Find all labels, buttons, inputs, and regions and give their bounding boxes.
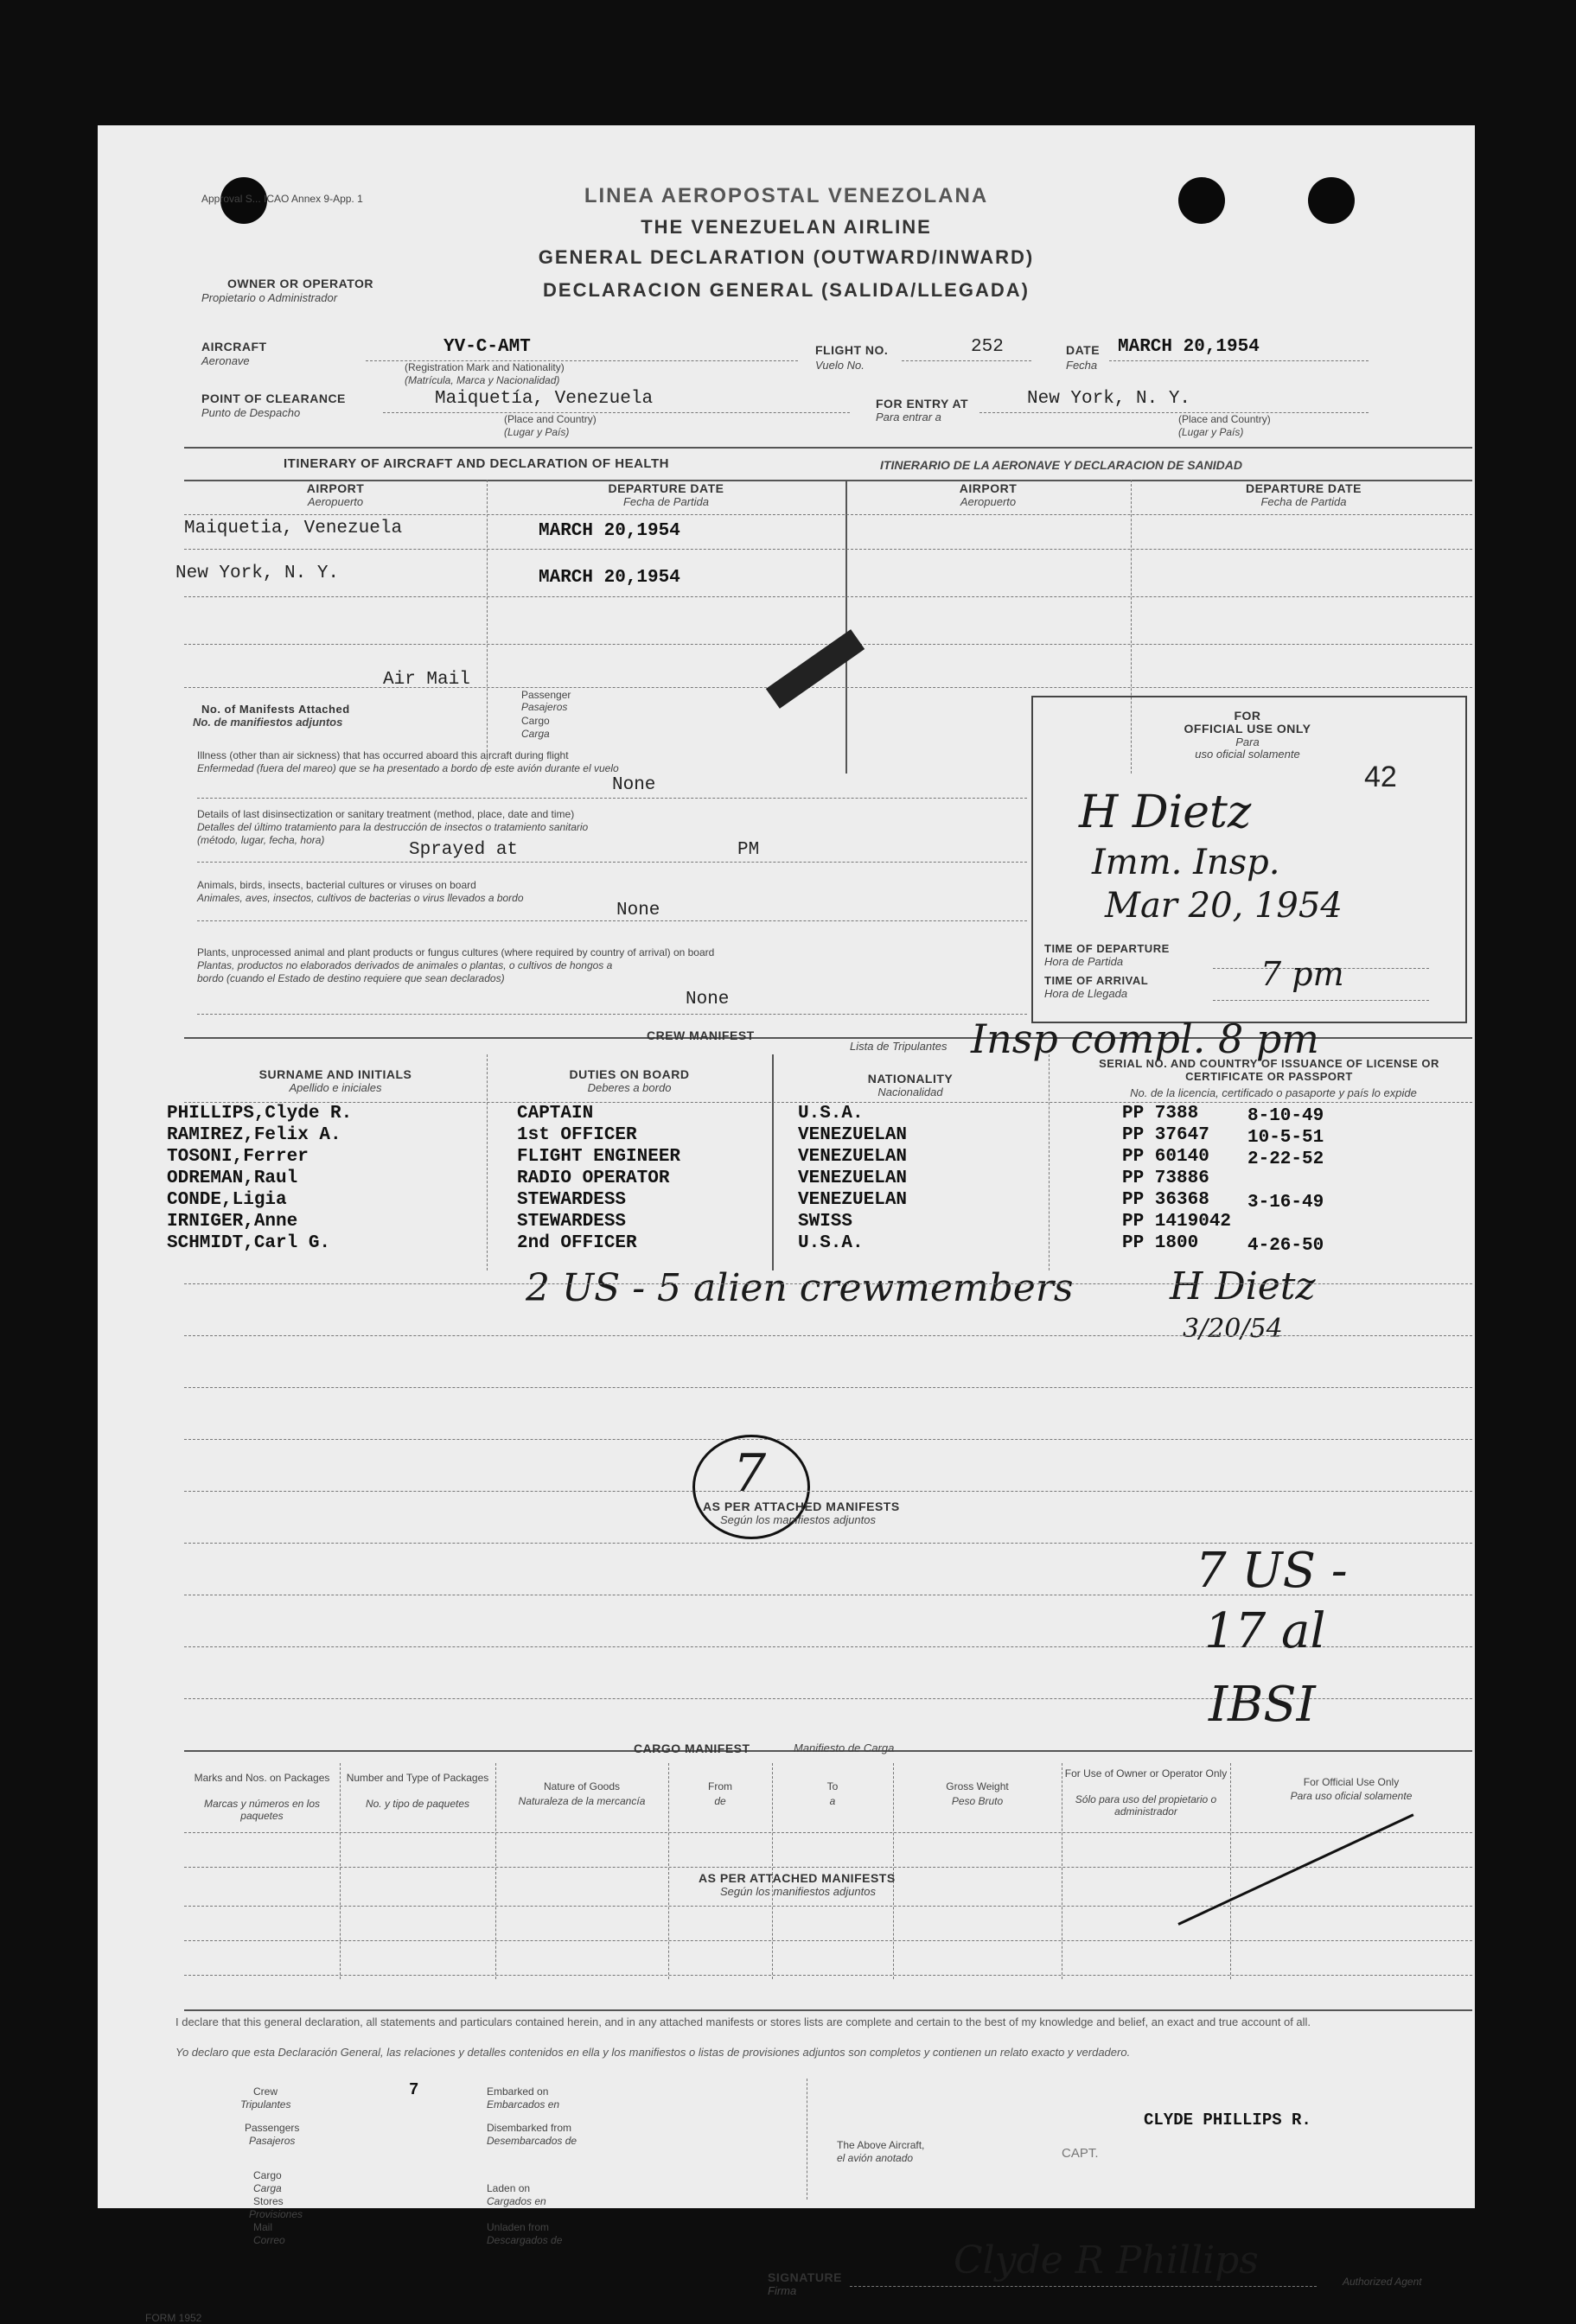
aircraft-label: AIRCRAFT xyxy=(201,340,267,353)
illness-label-es: Enfermedad (fuera del mareo) que se ha presentado a bordo de este avión durante el vuelo xyxy=(197,762,619,774)
crew-serial: PP 73886 xyxy=(1122,1168,1209,1188)
cargo-attached-manifests-es: Según los manifiestos adjuntos xyxy=(720,1885,876,1898)
arrival-time-label: TIME OF ARRIVAL xyxy=(1044,974,1149,987)
entry-label: FOR ENTRY AT xyxy=(876,397,969,411)
crew-nationality: VENEZUELAN xyxy=(798,1168,908,1188)
crew-label: Crew xyxy=(253,2085,278,2098)
itinerary-date-2: MARCH 20,1954 xyxy=(539,568,680,588)
date-label-es: Fecha xyxy=(1066,359,1098,372)
owner-label: OWNER OR OPERATOR xyxy=(227,277,373,290)
crew-nationality: VENEZUELAN xyxy=(798,1125,908,1145)
cargo-col-to-es: a xyxy=(829,1795,836,1807)
manifests-label: No. of Manifests Attached xyxy=(201,703,350,716)
col-nationality-es: Nacionalidad xyxy=(877,1086,943,1098)
official-title2: OFFICIAL USE ONLY xyxy=(1184,722,1311,735)
cargo-col-weight-es: Peso Bruto xyxy=(951,1795,1004,1807)
title-en: GENERAL DECLARATION (OUTWARD/INWARD) xyxy=(538,246,1035,268)
crew-duty: 2nd OFFICER xyxy=(517,1233,637,1253)
crew-name: ODREMAN,Raul xyxy=(167,1168,298,1188)
cargo-title: CARGO MANIFEST xyxy=(634,1741,750,1755)
disinfect-pm: PM xyxy=(737,840,760,860)
crew-serial: PP 7388 xyxy=(1122,1104,1199,1124)
col-name: SURNAME AND INITIALS xyxy=(258,1067,412,1081)
animals-value: None xyxy=(616,901,660,920)
disinfect-value: Sprayed at xyxy=(409,840,519,860)
illness-value: None xyxy=(612,775,656,795)
cargo-col-official-es: Para uso oficial solamente xyxy=(1290,1790,1413,1802)
cargo-col-marks-es: Marcas y números en los paquetes xyxy=(203,1798,321,1822)
crew-duty: RADIO OPERATOR xyxy=(517,1168,670,1188)
col-departure-2-es: Fecha de Partida xyxy=(1260,495,1347,508)
itinerary-title-en: ITINERARY OF AIRCRAFT AND DECLARATION OF HEALTH xyxy=(284,456,669,471)
crew-title-es: Lista de Tripulantes xyxy=(850,1040,948,1053)
signature-label: SIGNATURE xyxy=(768,2270,842,2284)
crew-attached-manifests: AS PER ATTACHED MANIFESTS xyxy=(703,1499,900,1513)
embarked-label: Embarked on xyxy=(487,2085,549,2098)
cargo-label: Cargo xyxy=(521,715,550,727)
airmail-label: Air Mail xyxy=(383,670,470,690)
crew-attached-manifests-es: Según los manifiestos adjuntos xyxy=(720,1513,876,1526)
above-aircraft-label: The Above Aircraft, xyxy=(837,2139,925,2151)
cargo-col-number-es: No. y tipo de paquetes xyxy=(365,1798,470,1810)
plants-value: None xyxy=(686,990,730,1009)
col-airport-2: AIRPORT xyxy=(959,481,1018,495)
stores-label-es: Provisiones xyxy=(249,2208,303,2220)
crew-serial-date: 4-26-50 xyxy=(1247,1236,1324,1256)
airline-name: LINEA AEROPOSTAL VENEZOLANA xyxy=(584,184,989,207)
cargo-col-from-es: de xyxy=(714,1795,726,1807)
disinfect-label: Details of last disinsectization or sanitary treatment (method, place, date and time) xyxy=(197,808,575,820)
declaration-text-es: Yo declaro que esta Declaración General, las relaciones y detalles contenidos en ella y los manifiestos o listas de provisiones adjuntos son completos y contienen un relato exacto y verdadero. xyxy=(175,2046,1131,2059)
col-name-es: Apellido e iniciales xyxy=(289,1081,382,1094)
crew-name: IRNIGER,Anne xyxy=(167,1212,298,1232)
crew-nationality: U.S.A. xyxy=(798,1233,864,1253)
crew-note-signature: H Dietz xyxy=(1170,1264,1316,1308)
official-date: Mar 20, 1954 xyxy=(1105,886,1343,926)
clearance-label-es: Punto de Despacho xyxy=(201,406,301,419)
itinerary-airport-2: New York, N. Y. xyxy=(175,563,340,583)
laden-label-es: Cargados en xyxy=(487,2195,546,2207)
passengers-label-es: Pasajeros xyxy=(249,2135,296,2147)
col-airport-1: AIRPORT xyxy=(306,481,365,495)
owner-label-es: Propietario o Administrador xyxy=(201,291,338,304)
plants-label-es: Plantas, productos no elaborados derivados de animales o plantas, o cultivos de hongos a xyxy=(197,959,613,971)
cargo-col-marks: Marks and Nos. on Packages xyxy=(194,1772,330,1784)
official-title: FOR xyxy=(1234,709,1261,723)
crew-name: SCHMIDT,Carl G. xyxy=(167,1233,331,1253)
insp-compl-note: Insp compl. 8 pm xyxy=(971,1016,1319,1062)
departure-time-label: TIME OF DEPARTURE xyxy=(1044,942,1170,955)
mail-label: Mail xyxy=(253,2221,273,2233)
laden-label: Laden on xyxy=(487,2182,531,2194)
cargo-col-to: To xyxy=(826,1780,839,1792)
cargo-handwritten-1: 7 US - xyxy=(1196,1543,1348,1599)
itinerary-date-1: MARCH 20,1954 xyxy=(539,521,680,541)
captain-signature: Clyde R Phillips xyxy=(954,2238,1259,2283)
animals-label-es: Animales, aves, insectos, cultivos de bacterias o virus llevados a bordo xyxy=(197,892,524,904)
disinfect-label-es2: (método, lugar, fecha, hora) xyxy=(197,834,325,846)
crew-count: 7 xyxy=(409,2080,419,2099)
departure-time-label-es: Hora de Partida xyxy=(1044,955,1124,968)
crew-serial-date: 3-16-49 xyxy=(1247,1193,1324,1213)
clearance-value: Maiquetía, Venezuela xyxy=(435,389,654,409)
official-signature: H Dietz xyxy=(1079,786,1252,838)
clearance-label: POINT OF CLEARANCE xyxy=(201,392,346,405)
cargo-col-weight: Gross Weight xyxy=(946,1780,1009,1792)
flight-label-es: Vuelo No. xyxy=(815,359,865,372)
crew-handwritten-note: 2 US - 5 alien crewmembers xyxy=(526,1266,1074,1310)
plants-label: Plants, unprocessed animal and plant products or fungus cultures (where required by country of arrival) on board xyxy=(197,946,715,958)
disembarked-label-es: Desembarcados de xyxy=(487,2135,577,2147)
decl-cargo-label: Cargo xyxy=(253,2169,282,2181)
cargo-title-es: Manifiesto de Carga xyxy=(794,1741,895,1754)
col-departure-2: DEPARTURE DATE xyxy=(1245,481,1362,495)
crew-name: RAMIREZ,Felix A. xyxy=(167,1125,341,1145)
cargo-col-from: From xyxy=(708,1780,732,1792)
form-number: FORM 1952 xyxy=(145,2312,202,2324)
crew-serial: PP 1800 xyxy=(1122,1233,1199,1253)
declaration-text-en: I declare that this general declaration, all statements and particulars contained herein, and in any attached manifests or stores lists are complete and certain to the best of my knowledge and belief, an exact and true account of all. xyxy=(175,2015,1311,2028)
col-duties: DUTIES ON BOARD xyxy=(569,1067,690,1081)
arrival-time-label-es: Hora de Llegada xyxy=(1044,987,1128,1000)
crew-name: TOSONI,Ferrer xyxy=(167,1147,309,1167)
cargo-col-number: Number and Type of Packages xyxy=(346,1772,489,1784)
mail-label-es: Correo xyxy=(253,2234,285,2246)
cargo-col-nature: Nature of Goods xyxy=(543,1780,621,1792)
official-title-es: Para xyxy=(1235,735,1260,748)
col-serial-es: No. de la licencia, certificado o pasaporte y país lo expide xyxy=(1130,1086,1417,1099)
itinerary-title-es: ITINERARIO DE LA AERONAVE Y DECLARACION DE SANIDAD xyxy=(880,458,1242,472)
stores-label: Stores xyxy=(253,2195,284,2207)
cargo-label-es: Carga xyxy=(521,728,550,740)
entry-sub: (Place and Country) xyxy=(1178,413,1271,425)
date-label: DATE xyxy=(1066,343,1101,357)
official-number: 42 xyxy=(1364,761,1397,793)
arrival-time-value: 7 pm xyxy=(1260,955,1344,993)
col-departure-1: DEPARTURE DATE xyxy=(608,481,724,495)
signer-title: CAPT. xyxy=(1062,2146,1099,2161)
aircraft-sublabel-es: (Matrícula, Marca y Nacionalidad) xyxy=(405,374,560,386)
manifests-label-es: No. de manifiestos adjuntos xyxy=(193,716,343,729)
col-airport-2-es: Aeropuerto xyxy=(960,495,1017,508)
passengers-label: Passengers xyxy=(245,2122,300,2134)
crew-nationality: U.S.A. xyxy=(798,1104,864,1124)
col-serial: SERIAL NO. AND COUNTRY OF ISSUANCE OF LICENSE OR CERTIFICATE OR PASSPORT xyxy=(1099,1057,1439,1083)
airline-english: THE VENEZUELAN AIRLINE xyxy=(641,216,932,238)
crew-duty: FLIGHT ENGINEER xyxy=(517,1147,681,1167)
embarked-label-es: Embarcados en xyxy=(487,2098,560,2111)
crew-nationality: VENEZUELAN xyxy=(798,1147,908,1167)
cargo-col-official: For Official Use Only xyxy=(1303,1776,1400,1788)
animals-label: Animals, birds, insects, bacterial cultures or viruses on board xyxy=(197,879,476,891)
official-title-es2: uso oficial solamente xyxy=(1195,748,1300,761)
col-airport-1-es: Aeropuerto xyxy=(307,495,364,508)
passenger-label: Passenger xyxy=(521,689,571,701)
crew-duty: CAPTAIN xyxy=(517,1104,594,1124)
col-departure-1-es: Fecha de Partida xyxy=(622,495,709,508)
crew-nationality: VENEZUELAN xyxy=(798,1190,908,1210)
flight-date: MARCH 20,1954 xyxy=(1118,337,1260,357)
crew-serial-date: 8-10-49 xyxy=(1247,1106,1324,1126)
crew-duty: STEWARDESS xyxy=(517,1190,627,1210)
cargo-attached-manifests: AS PER ATTACHED MANIFESTS xyxy=(699,1871,896,1885)
disembarked-label: Disembarked from xyxy=(487,2122,572,2134)
circle-mark-number: 7 xyxy=(733,1443,767,1504)
crew-name: PHILLIPS,Clyde R. xyxy=(167,1104,353,1124)
crew-title: CREW MANIFEST xyxy=(647,1028,755,1042)
col-nationality: NATIONALITY xyxy=(867,1072,954,1086)
entry-label-es: Para entrar a xyxy=(876,411,941,423)
crew-note-date: 3/20/54 xyxy=(1183,1314,1283,1344)
crew-label-es: Tripulantes xyxy=(240,2098,291,2111)
crew-duty: STEWARDESS xyxy=(517,1212,627,1232)
approval-text: Approval S... ICAO Annex 9-App. 1 xyxy=(201,193,363,205)
itinerary-airport-1: Maiquetia, Venezuela xyxy=(184,519,403,538)
clearance-sub-es: (Lugar y País) xyxy=(504,426,570,438)
crew-serial-date: 10-5-51 xyxy=(1247,1128,1324,1148)
clearance-sub: (Place and Country) xyxy=(504,413,597,425)
official-inspector: Imm. Insp. xyxy=(1092,843,1280,882)
disinfect-label-es: Detalles del último tratamiento para la destrucción de insectos o tratamiento sanitario xyxy=(197,821,589,833)
cargo-col-owner-es: Sólo para uso del propietario o administrador xyxy=(1075,1793,1217,1818)
crew-duty: 1st OFFICER xyxy=(517,1125,637,1145)
entry-sub-es: (Lugar y País) xyxy=(1178,426,1244,438)
cargo-col-owner: For Use of Owner or Operator Only xyxy=(1064,1767,1228,1780)
crew-serial: PP 1419042 xyxy=(1122,1212,1232,1232)
cargo-handwritten-3: IBSI xyxy=(1209,1677,1316,1733)
cargo-handwritten-2: 17 al xyxy=(1204,1603,1326,1659)
signature-label-es: Firma xyxy=(768,2284,797,2297)
decl-cargo-label-es: Carga xyxy=(253,2182,282,2194)
aircraft-sublabel: (Registration Mark and Nationality) xyxy=(405,361,565,373)
illness-label: Illness (other than air sickness) that has occurred aboard this aircraft during flight xyxy=(197,749,569,761)
plants-label-es2: bordo (cuando el Estado de destino requiere que sean declarados) xyxy=(197,972,505,984)
col-duties-es: Deberes a bordo xyxy=(587,1081,672,1094)
agent-label: Authorized Agent xyxy=(1343,2276,1422,2288)
crew-serial: PP 36368 xyxy=(1122,1190,1209,1210)
aircraft-registration: YV-C-AMT xyxy=(443,337,531,357)
cancel-stroke xyxy=(1177,1813,1413,1926)
passenger-label-es: Pasajeros xyxy=(521,701,568,713)
unladen-label: Unladen from xyxy=(487,2221,550,2233)
crew-serial: PP 37647 xyxy=(1122,1125,1209,1145)
cargo-col-nature-es: Naturaleza de la mercancía xyxy=(518,1795,646,1807)
flight-label: FLIGHT NO. xyxy=(815,343,889,357)
entry-value: New York, N. Y. xyxy=(1027,389,1191,409)
crew-serial: PP 60140 xyxy=(1122,1147,1209,1167)
unladen-label-es: Descargados de xyxy=(487,2234,563,2246)
flight-number: 252 xyxy=(971,337,1004,357)
crew-name: CONDE,Ligia xyxy=(167,1190,287,1210)
above-aircraft-label-es: el avión anotado xyxy=(837,2152,914,2164)
aircraft-label-es: Aeronave xyxy=(201,354,250,367)
signer-name: CLYDE PHILLIPS R. xyxy=(1144,2111,1311,2130)
stamp-mark xyxy=(766,629,865,709)
title-es: DECLARACION GENERAL (SALIDA/LLEGADA) xyxy=(543,279,1030,301)
general-declaration-form xyxy=(98,125,1475,2324)
crew-serial-date: 2-22-52 xyxy=(1247,1149,1324,1169)
crew-nationality: SWISS xyxy=(798,1212,853,1232)
